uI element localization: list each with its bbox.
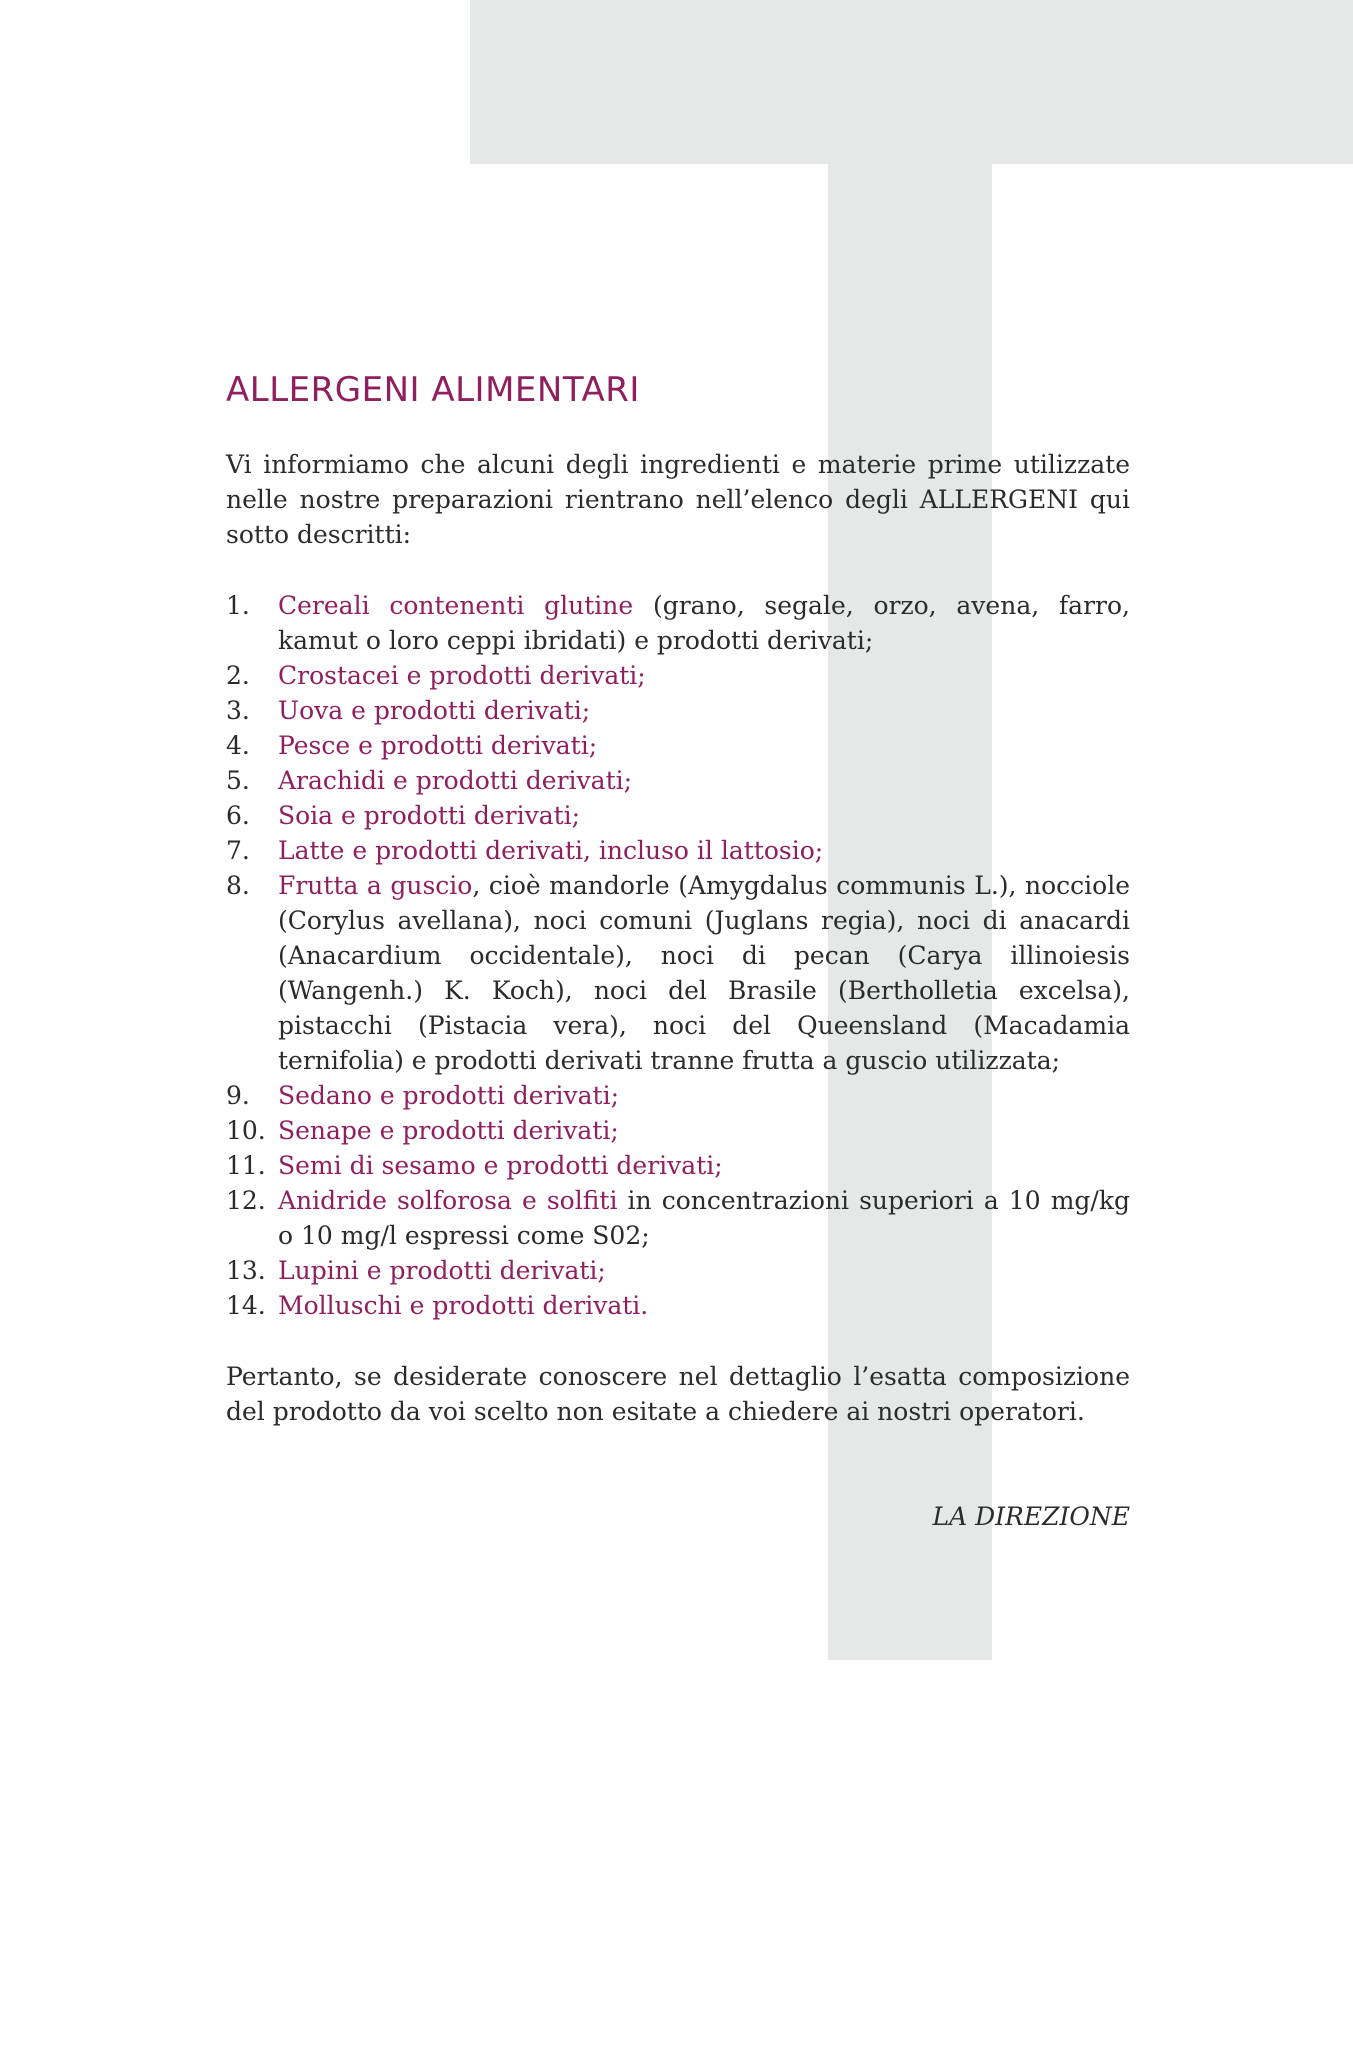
allergen-name: Semi di sesamo e prodotti derivati; [278, 1150, 723, 1180]
allergen-detail: in concentrazioni superiori a 10 mg/kg o 10 mg/l espressi come S02; [278, 1185, 1130, 1250]
allergen-number: 6. [226, 800, 250, 830]
signature: LA DIREZIONE [932, 1501, 1130, 1531]
allergen-item [226, 728, 1130, 763]
allergen-item [226, 588, 1130, 658]
allergen-name: Uova e prodotti derivati; [278, 695, 591, 725]
allergen-name: Lupini e prodotti derivati; [278, 1255, 606, 1285]
allergen-text [278, 1183, 1130, 1253]
allergen-number: 7. [226, 835, 250, 865]
allergen-text [278, 1288, 1130, 1323]
allergen-text [278, 693, 1130, 728]
allergen-text [278, 658, 1130, 693]
allergen-detail: (grano, segale, orzo, avena, farro, kamut o loro ceppi ibridati) e prodotti derivati; [278, 590, 1130, 655]
allergen-number: 2. [226, 660, 250, 690]
allergen-item [226, 1183, 1130, 1253]
allergen-number: 14. [226, 1290, 266, 1320]
allergen-name: Molluschi e prodotti derivati. [278, 1290, 649, 1320]
allergen-item [226, 833, 1130, 868]
allergen-number: 4. [226, 730, 250, 760]
allergen-item [226, 658, 1130, 693]
allergen-text [278, 1078, 1130, 1113]
allergen-number: 5. [226, 765, 250, 795]
allergen-text [278, 763, 1130, 798]
decorative-band-top [470, 0, 1353, 164]
allergen-detail: , cioè mandorle (Amygdalus communis L.), nocciole (Corylus avellana), noci comuni (Juglans regia), noci di anacardi (Anacardium occidentale), noci di pecan (Carya illinoiesis (Wangenh.) K. Koch), noci del Brasile (Bertholletia excelsa), pistacchi (Pistacia vera), noci del Queensland (Macadamia ternifolia) e prodotti derivati tranne frutta a guscio utilizzata; [278, 870, 1130, 1075]
allergen-number: 8. [226, 870, 250, 900]
allergen-name: Soia e prodotti derivati; [278, 800, 581, 830]
allergen-name: Frutta a guscio [278, 870, 473, 900]
allergen-item [226, 798, 1130, 833]
allergen-number: 10. [226, 1115, 266, 1145]
allergen-name: Pesce e prodotti derivati; [278, 730, 598, 760]
allergen-item [226, 763, 1130, 798]
allergen-item [226, 1113, 1130, 1148]
allergen-text [278, 588, 1130, 658]
allergen-number: 1. [226, 590, 250, 620]
allergen-text [278, 868, 1130, 1078]
allergen-name: Sedano e prodotti derivati; [278, 1080, 620, 1110]
allergen-text [278, 1113, 1130, 1148]
allergen-name: Latte e prodotti derivati, incluso il lattosio; [278, 835, 824, 865]
allergen-name: Crostacei e prodotti derivati; [278, 660, 646, 690]
allergen-text [278, 728, 1130, 763]
allergen-name: Senape e prodotti derivati; [278, 1115, 619, 1145]
allergen-number: 12. [226, 1185, 266, 1215]
allergen-number: 11. [226, 1150, 266, 1180]
allergen-name: Cereali contenenti glutine [278, 590, 634, 620]
allergen-number: 13. [226, 1255, 266, 1285]
closing-paragraph: Pertanto, se desiderate conoscere nel dettaglio l’esatta composizione del prodotto da voi scelto non esitate a chiedere ai nostri operatori. [226, 1361, 1130, 1426]
allergen-item [226, 1288, 1130, 1323]
allergen-text [278, 833, 1130, 868]
allergen-name: Arachidi e prodotti derivati; [278, 765, 633, 795]
allergen-item [226, 1148, 1130, 1183]
allergen-text [278, 1148, 1130, 1183]
allergen-number: 9. [226, 1080, 250, 1110]
allergen-number: 3. [226, 695, 250, 725]
allergen-item [226, 1078, 1130, 1113]
allergen-list [226, 588, 1130, 1323]
document-body [226, 370, 1130, 1534]
allergen-text [278, 798, 1130, 833]
allergen-text [278, 1253, 1130, 1288]
allergen-item [226, 1253, 1130, 1288]
allergen-item [226, 868, 1130, 1078]
intro-paragraph: Vi informiamo che alcuni degli ingredienti e materie prime utilizzate nelle nostre preparazioni rientrano nell’elenco degli ALLERGENI qui sotto descritti: [226, 449, 1130, 549]
allergen-item [226, 693, 1130, 728]
allergen-name: Anidride solforosa e solfiti [278, 1185, 618, 1215]
page-title: ALLERGENI ALIMENTARI [226, 370, 640, 410]
